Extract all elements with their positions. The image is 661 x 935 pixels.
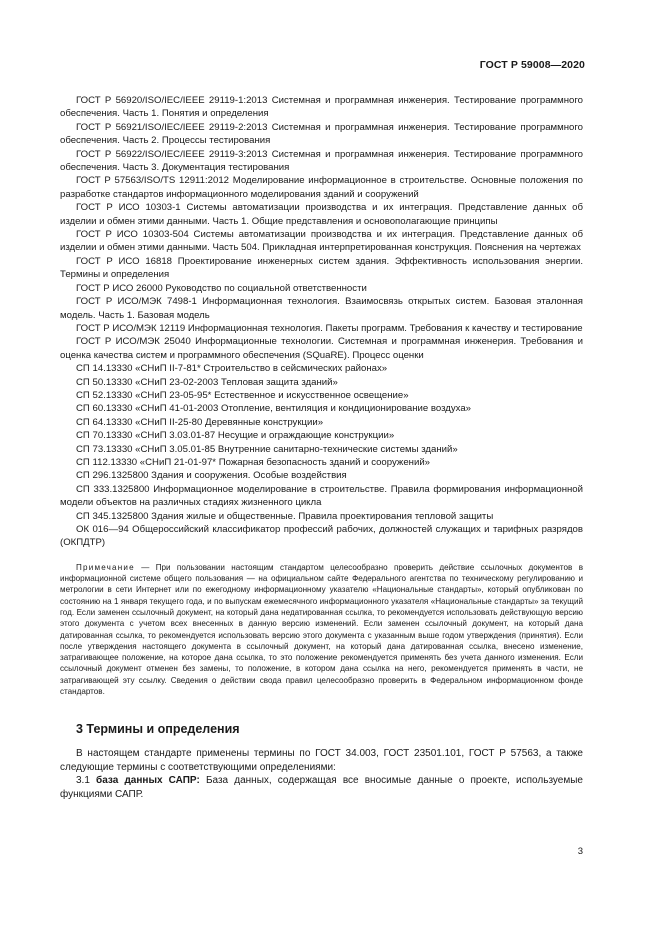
term-definition-paragraph [60,774,583,802]
reference-item: ГОСТ Р 56921/ISO/IEC/IEEE 29119-2:2013 Системная и программная инженерия. Тестирование программного обеспечения. Часть 2. Процессы тестирования [60,121,583,147]
reference-item: СП 345.1325800 Здания жилые и общественные. Правила проектирования тепловой защиты [76,510,494,522]
reference-item: ГОСТ Р ИСО 16818 Проектирование инженерных систем здания. Эффективность использования энергии. Термины и определения [60,255,583,281]
term-definition: База данных, содержащая все вносимые данные о проекте, используемые функциями САПР. [60,775,583,801]
reference-item: ОК 016—94 Общероссийский классификатор профессий рабочих, должностей служащих и тарифных разрядов (ОКПДТР) [60,524,583,549]
reference-item: СП 333.1325800 Информационное моделирование в строительстве. Правила формирования информационной модели объектов на различных стадиях жизненного цикла [60,483,583,509]
reference-item: СП 112.13330 «СНиП 21-01-97* Пожарная безопасность зданий и сооружений» [76,456,431,468]
reference-item: СП 52.13330 «СНиП 23-05-95* Естественное и искусственное освещение» [76,389,409,401]
reference-item: ГОСТ Р ИСО/МЭК 7498-1 Информационная технология. Взаимосвязь открытых систем. Базовая эталонная модель. Часть 1. Базовая модель [60,296,583,321]
term-number: 3.1 [76,775,97,787]
note-label: Примечание [76,562,135,572]
reference-item: ГОСТ Р ИСО 10303-1 Системы автоматизации производства и их интеграция. Представление данных об изделии и обмен этими данными. Часть 1. Общие представления и основополагающие принципы [60,202,583,227]
normative-references-list [60,94,583,550]
reference-item: СП 70.13330 «СНиП 3.03.01-87 Несущие и ограждающие конструкции» [76,430,395,442]
reference-item: СП 60.13330 «СНиП 41-01-2003 Отопление, вентиляция и кондиционирование воздуха» [76,403,472,415]
reference-item: ГОСТ Р ИСО 26000 Руководство по социальной ответственности [76,282,367,294]
reference-item: СП 14.13330 «СНиП II-7-81* Строительство в сейсмических районах» [76,363,388,375]
reference-item: ГОСТ Р ИСО/МЭК 12119 Информационная технология. Пакеты программ. Требования к качеству и тестирование [76,322,583,334]
reference-item: ГОСТ Р 56920/ISO/IEC/IEEE 29119-1:2013 Системная и программная инженерия. Тестирование программного обеспечения. Часть 1. Понятия и определения [60,95,583,120]
term-name: база данных САПР: [96,775,200,787]
document-header: ГОСТ Р 59008—2020 [479,59,585,71]
page-number: 3 [577,846,583,857]
reference-item: СП 73.13330 «СНиП 3.05.01-85 Внутренние санитарно-технические системы зданий» [76,443,458,455]
reference-item: СП 50.13330 «СНиП 23-02-2003 Тепловая защита зданий» [76,376,338,388]
section-heading: 3 Термины и определения [76,722,240,737]
section-body [60,747,583,802]
reference-item: ГОСТ Р 56922/ISO/IEC/IEEE 29119-3:2013 Системная и программная инженерия. Тестирование программного обеспечения. Часть 3. Документация тестирования [60,148,583,174]
reference-item: СП 296.1325800 Здания и сооружения. Особые воздействия [76,470,347,482]
references-note [60,562,583,698]
section-intro: В настоящем стандарте применены термины по ГОСТ 34.003, ГОСТ 23501.101, ГОСТ Р 57563, а также следующие термины с соответствующими определениями: [60,747,583,773]
page-content [60,94,583,802]
reference-item: СП 64.13330 «СНиП II-25-80 Деревянные конструкции» [76,416,324,428]
reference-item: ГОСТ Р ИСО 10303-504 Системы автоматизации производства и их интеграция. Представление данных об изделии и обмен этими данными. Часть 504. Прикладная интерпретированная конструкция. Пояснения на чертежах [60,229,583,254]
reference-item: ГОСТ Р 57563/ISO/TS 12911:2012 Моделирование информационное в строительстве. Основные положения по разработке стандартов информационного моделирования зданий и сооружений [60,175,583,200]
note-text: — При пользовании настоящим стандартом целесообразно проверить действие ссылочных документов в информационной системе общего пользования — на официальном сайте Федерального агентства по техническому регулированию и метрологии в сети Интернет или по ежегодному информационному указателю «Национальные стандарты», который опубликован по состоянию на 1 января текущего года, и по выпускам ежемесячного информационного указателя «Национальные стандарты» за текущий год. Если заменен ссылочный документ, на который дана недатированная ссылка, то рекомендуется использовать действующую версию этого документа с учетом всех внесенных в данную версию изменений. Если заменен ссылочный документ, на который дана датированная ссылка, то рекомендуется использовать версию этого документа с указанным выше годом утверждения (принятия). Если после утверждения настоящего документа в ссылочный документ, на который дана датированная ссылка, внесено изменение, затрагивающее положение, на которое дана ссылка, то это положение рекомендуется применять без учета данного изменения. Если ссылочный документ отменен без замены, то положение, в котором дана ссылка на него, рекомендуется применять в части, не затрагивающей эту ссылку. Сведения о действии свода правил целесообразно проверить в Федеральном информационном фонде стандартов. [60,562,583,697]
reference-item: ГОСТ Р ИСО/МЭК 25040 Информационные технологии. Системная и программная инженерия. Требования и оценка качества систем и программного обеспечения (SQuaRE). Процесс оценки [60,336,583,361]
